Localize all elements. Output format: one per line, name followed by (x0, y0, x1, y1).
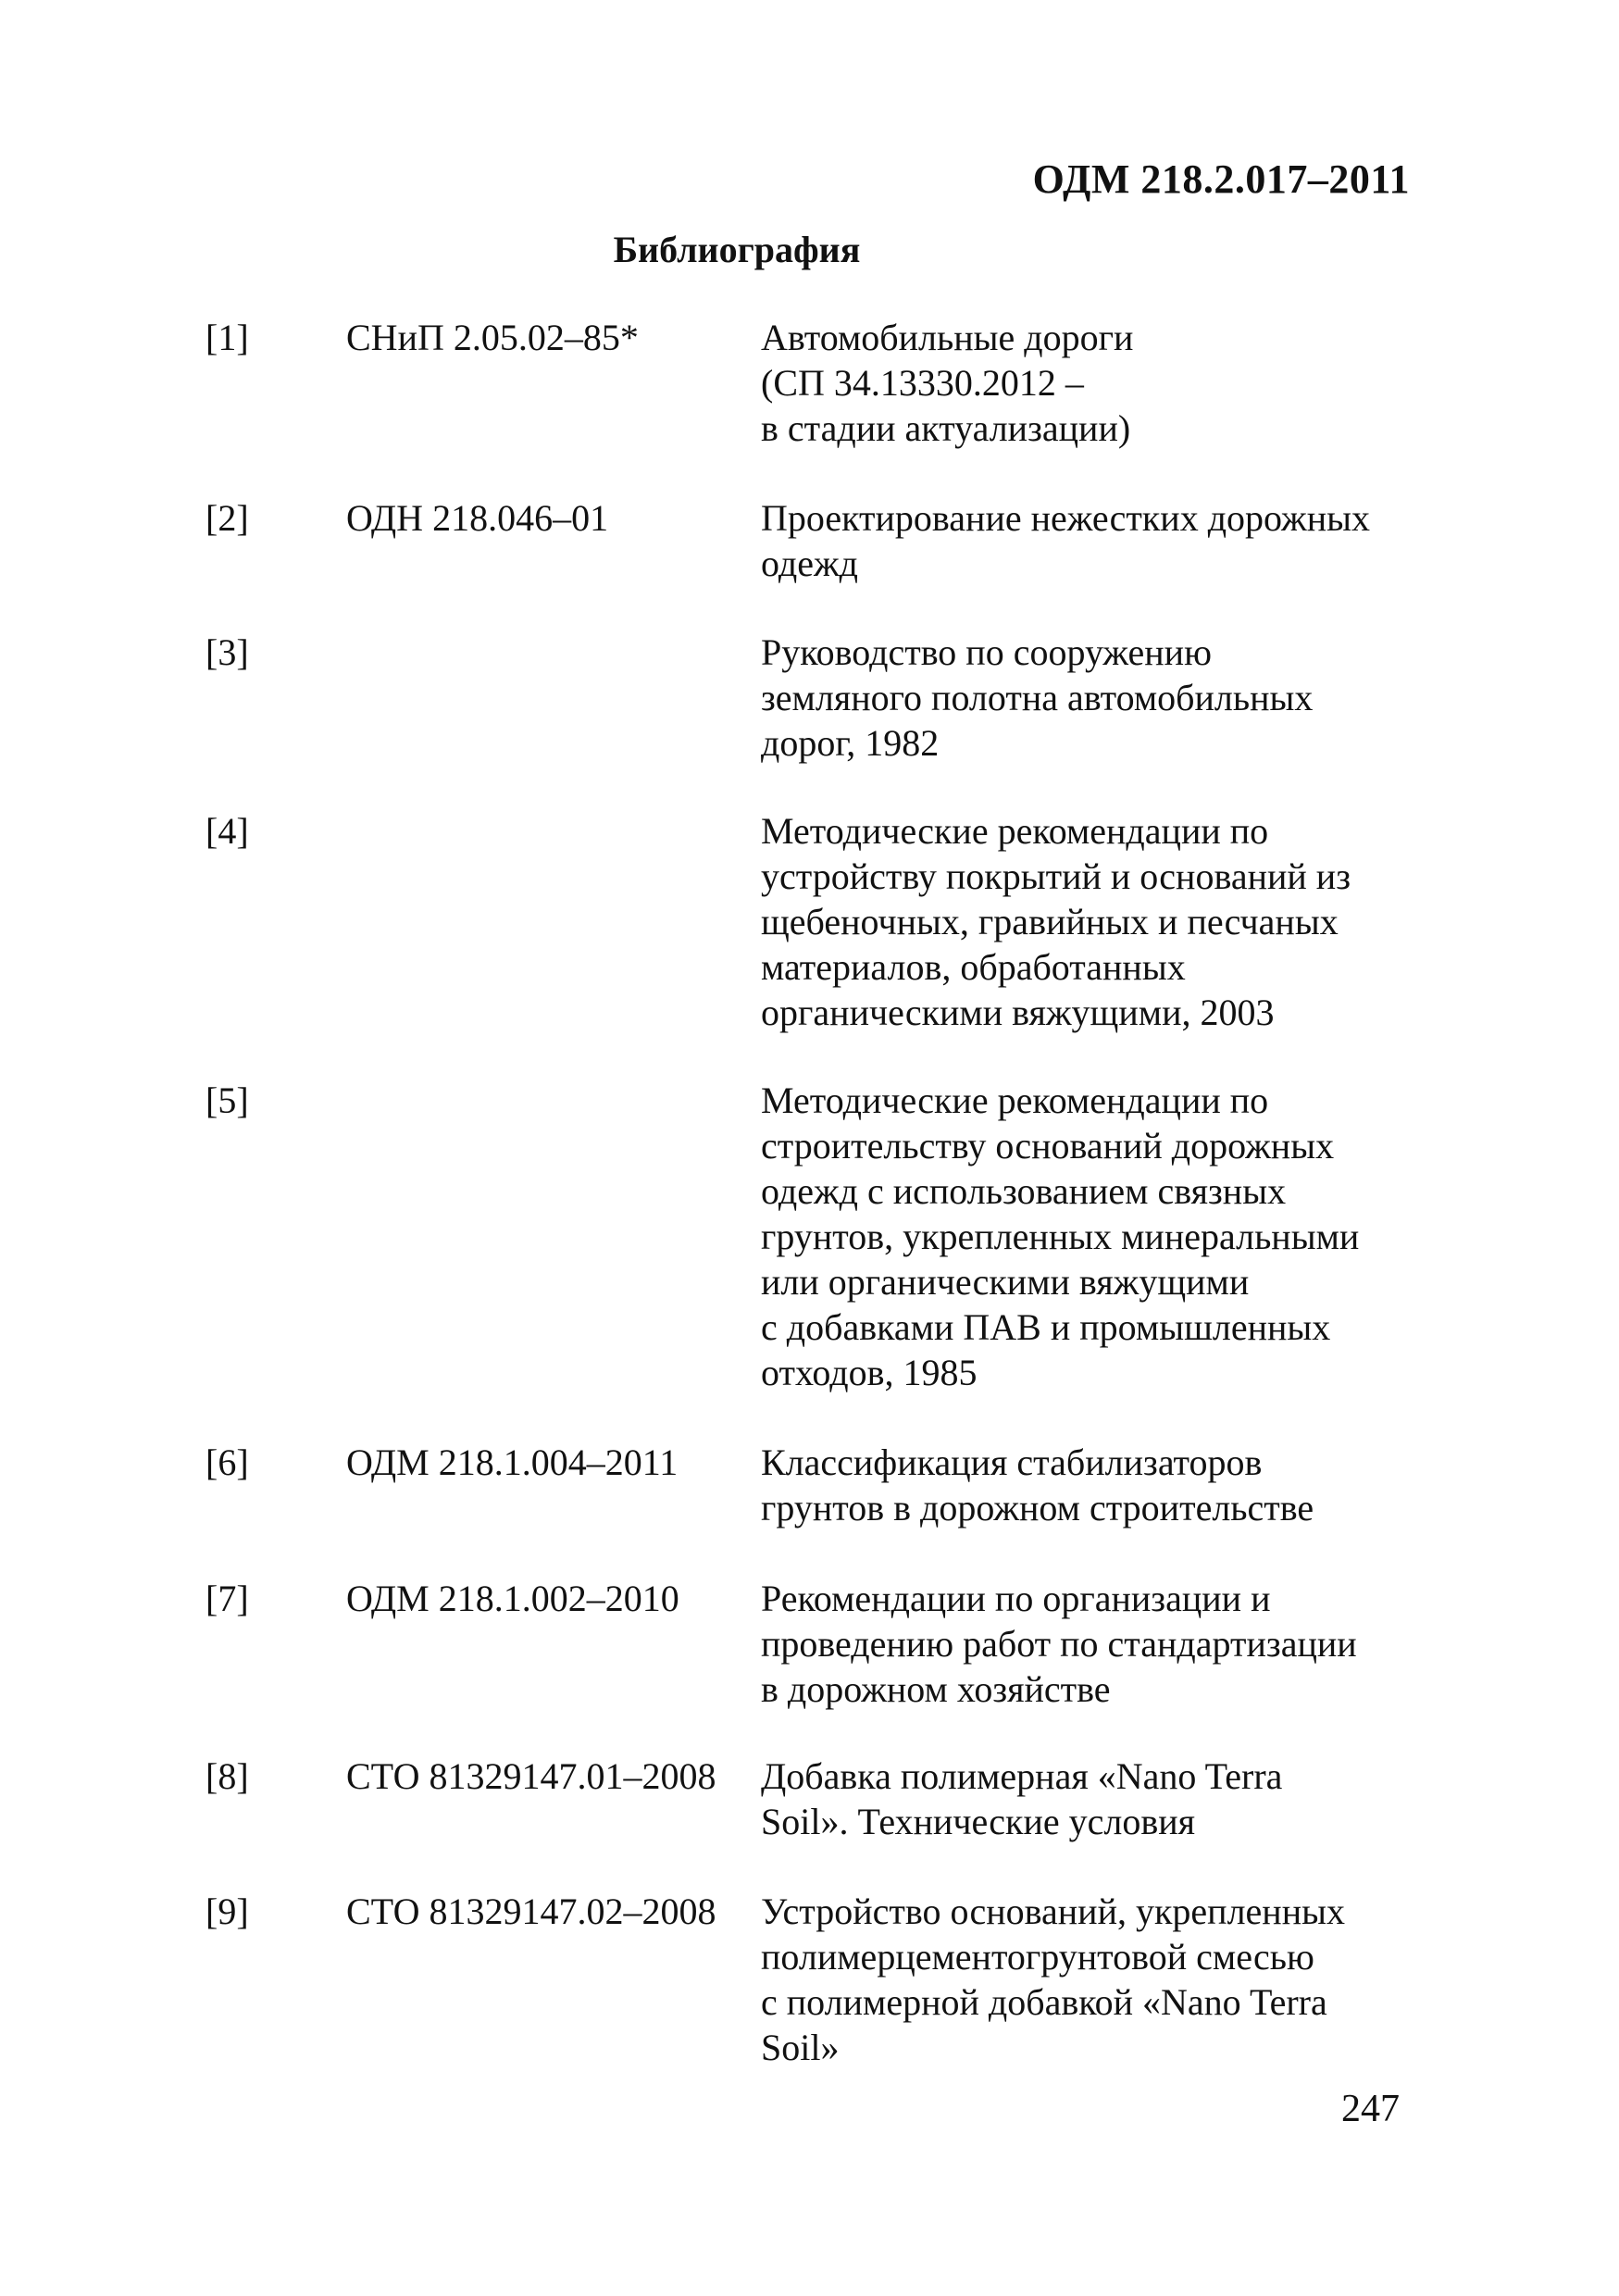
entry-title-line: Рекомендации по организации и (761, 1578, 1271, 1619)
entry-title (761, 315, 1427, 451)
entry-number: [2] (205, 497, 249, 539)
entry-title-line: Методические рекомендации по (761, 810, 1269, 852)
entry-code: ОДМ 218.1.004–2011 (346, 1441, 679, 1483)
entry-title-line: материалов, обработанных (761, 946, 1186, 988)
entry-title-line: Методические рекомендации по (761, 1079, 1269, 1121)
entry-title (761, 1753, 1427, 1844)
entry-title-line: в дорожном хозяйстве (761, 1668, 1111, 1710)
entry-title (761, 1889, 1427, 2070)
entry-title-line: Классификация стабилизаторов (761, 1441, 1263, 1483)
entry-title-line: или органическими вяжущими (761, 1261, 1250, 1303)
entry-title-line: в стадии актуализации) (761, 407, 1131, 449)
entry-title-line: полимерцементогрунтовой смесью (761, 1936, 1314, 1978)
entry-title-line: отходов, 1985 (761, 1352, 978, 1393)
entry-title-line: органическими вяжущими, 2003 (761, 992, 1275, 1033)
entry-title-line: строительству оснований дорожных (761, 1125, 1335, 1167)
entry-number: [1] (205, 317, 249, 358)
entry-code: СТО 81329147.02–2008 (346, 1890, 716, 1932)
entry-number: [6] (205, 1441, 249, 1483)
entry-title (761, 1078, 1427, 1395)
entry-title-line: грунтов в дорожном строительстве (761, 1487, 1314, 1529)
entry-title-line: устройству покрытий и оснований из (761, 855, 1351, 897)
entry-title-line: с добавками ПАВ и промышленных (761, 1306, 1331, 1348)
entry-code: ОДМ 218.1.002–2010 (346, 1578, 679, 1619)
entry-number: [8] (205, 1755, 249, 1797)
bibliography-title: Библиография (613, 229, 861, 270)
entry-title-line: одежд с использованием связных (761, 1170, 1287, 1212)
entry-title-line: (СП 34.13330.2012 – (761, 362, 1084, 404)
entry-title (761, 808, 1427, 1035)
entry-number: [3] (205, 631, 249, 673)
entry-title (761, 1440, 1427, 1530)
entry-code: СТО 81329147.01–2008 (346, 1755, 716, 1797)
entry-number: [4] (205, 810, 249, 852)
entry-title-line: земляного полотна автомобильных (761, 677, 1314, 718)
entry-code: ОДН 218.046–01 (346, 497, 609, 539)
entry-code: СНиП 2.05.02–85* (346, 317, 639, 358)
entry-title-line: Автомобильные дороги (761, 317, 1134, 358)
entry-title-line: Устройство оснований, укрепленных (761, 1890, 1345, 1932)
entry-title (761, 495, 1427, 586)
entry-title-line: щебеночных, гравийных и песчаных (761, 901, 1339, 942)
entry-title (761, 1576, 1427, 1712)
entry-title-line: дорог, 1982 (761, 722, 940, 764)
entry-title-line: Добавка полимерная «Nano Terra (761, 1755, 1283, 1797)
entry-title-line: Руководство по сооружению (761, 631, 1212, 673)
entry-number: [5] (205, 1079, 249, 1121)
entry-title-line: с полимерной добавкой «Nano Terra (761, 1981, 1327, 2023)
entry-number: [9] (205, 1890, 249, 1932)
entry-title (761, 630, 1427, 766)
entry-title-line: Soil». Технические условия (761, 1801, 1196, 1842)
entry-number: [7] (205, 1578, 249, 1619)
entry-title-line: проведению работ по стандартизации (761, 1623, 1357, 1665)
entry-title-line: одежд (761, 543, 858, 584)
entry-title-line: грунтов, укрепленных минеральными (761, 1216, 1360, 1257)
document-code: ОДМ 218.2.017–2011 (1032, 156, 1410, 202)
entry-title-line: Soil» (761, 2027, 840, 2068)
page-number: 247 (1341, 2088, 1400, 2130)
entry-title-line: Проектирование нежестких дорожных (761, 497, 1370, 539)
